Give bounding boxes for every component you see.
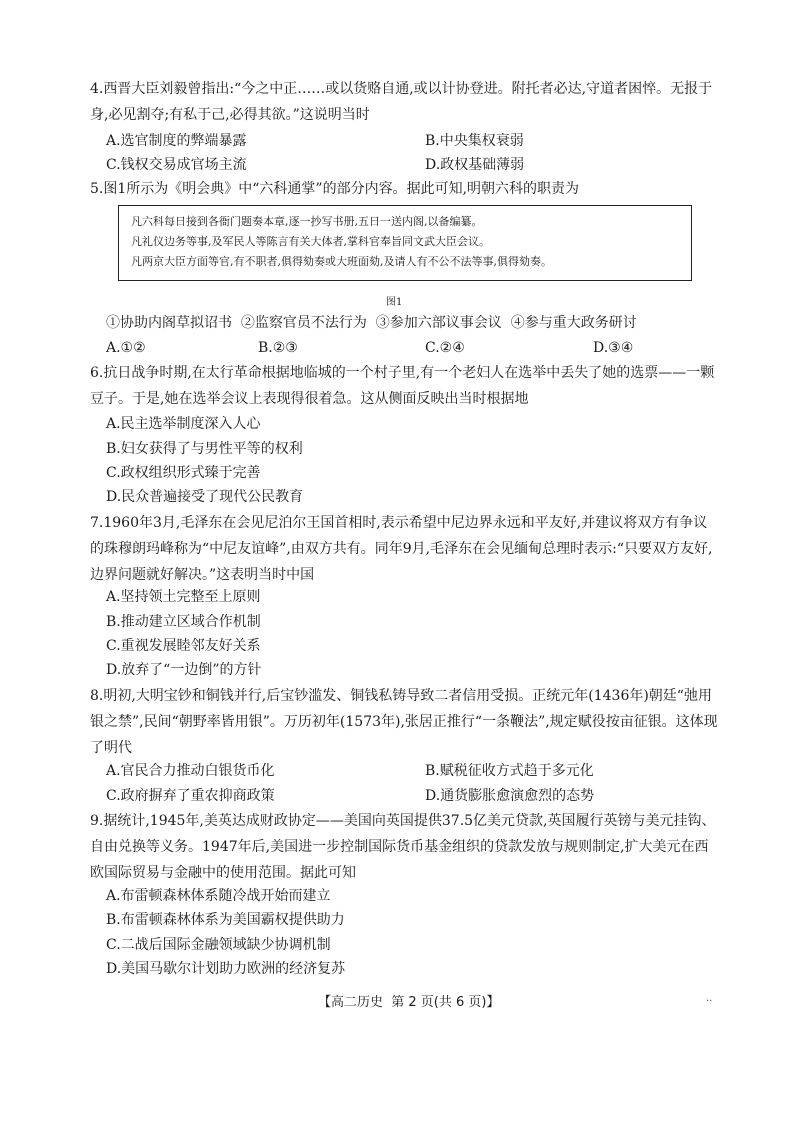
q5-option-c[interactable]: C.②④ [425,340,465,356]
q8-option-d[interactable]: D.通货膨胀愈演愈烈的态势 [425,788,595,804]
figure-1-line-3: 凡两京大臣方面等官,有不职者,俱得劾奏或大班面劾,及请人有不公不法等事,俱得劾奏。 [131,255,552,268]
question-5-stem: 5.图1所示为《明会典》中“六科通掌”的部分内容。据此可知,明朝六科的职责为 [90,181,580,197]
q5-option-a[interactable]: A.①② [106,340,146,356]
q4-option-c[interactable]: C.钱权交易成官场主流 [106,157,247,173]
q5-option-b[interactable]: B.②③ [258,340,298,356]
question-4-stem: 4.西晋大臣刘毅曾指出:“今之中正……或以货赂自通,或以计协登进。附托者必达,守道者困悴。无报于身,必见割夺;有私于己,必得其欲。”这说明当时 [90,81,713,123]
question-6-stem: 6.抗日战争时期,在太行革命根据地临城的一个村子里,有一个老妇人在选举中丢失了她的选票——一颗豆子。于是,她在选举会议上表现得很着急。这从侧面反映出当时根据地 [90,365,715,407]
q9-option-c[interactable]: C.二战后国际金融领域缺少协调机制 [106,937,331,953]
q5-choices-line: ①协助内阁草拟诏书 ②监察官员不法行为 ③参加六部议事会议 ④参与重大政务研讨 [106,315,637,331]
q9-option-b[interactable]: B.布雷顿森林体系为美国霸权提供助力 [106,912,345,928]
page-footer: 【高二历史 第 2 页(共 6 页)】 [318,995,500,1010]
figure-1-line-2: 凡礼仪边务等事,及军民人等陈言有关大体者,掌科官奉旨同文武大臣会议。 [131,235,490,248]
q7-option-b[interactable]: B.推动建立区域合作机制 [106,614,261,630]
q9-option-a[interactable]: A.布雷顿森林体系随冷战开始而建立 [106,888,331,904]
q8-option-c[interactable]: C.政府摒弃了重农抑商政策 [106,788,275,804]
question-7-stem: 7.1960年3月,毛泽东在会见尼泊尔王国首相时,表示希望中尼边界永远和平友好,并建议将双方有争议的珠穆朗玛峰称为“中尼友谊峰”,由双方共有。同年9月,毛泽东在会见缅甸总理时表示:“只要双方友好,边界问题就好解决。”这表明当时中国 [90,515,713,583]
figure-1-line-1: 凡六科每日接到各衙门题奏本章,逐一抄写书册,五日一送内阁,以备编纂。 [131,215,483,228]
q7-option-d[interactable]: D.放弃了“一边倒”的方针 [106,662,262,678]
q4-option-d[interactable]: D.政权基础薄弱 [425,157,525,173]
q5-option-d[interactable]: D.③④ [593,340,634,356]
corner-mark: .. [706,993,713,1004]
q6-option-b[interactable]: B.妇女获得了与男性平等的权利 [106,441,303,457]
figure-1-caption: 图1 [386,297,403,308]
q8-option-b[interactable]: B.赋税征收方式趋于多元化 [425,763,594,779]
q8-option-a[interactable]: A.官民合力推动白银货币化 [106,763,275,779]
q6-option-c[interactable]: C.政权组织形式臻于完善 [106,465,261,481]
q9-option-d[interactable]: D.美国马歇尔计划助力欧洲的经济复苏 [106,961,346,977]
q6-option-a[interactable]: A.民主选举制度深入人心 [106,416,261,432]
question-9-stem: 9.据统计,1945年,美英达成财政协定——美国向英国提供37.5亿美元贷款,英国履行英镑与美元挂钩、自由兑换等义务。1947年后,美国进一步控制国际货币基金组织的贷款发放与规则制定,扩大美元在西欧国际贸易与金融中的使用范围。据此可知 [90,813,716,881]
q4-option-a[interactable]: A.选官制度的弊端暴露 [106,133,247,149]
q7-option-a[interactable]: A.坚持领土完整至上原则 [106,589,261,605]
figure-1-box [118,205,692,281]
question-8-stem: 8.明初,大明宝钞和铜钱并行,后宝钞滥发、铜钱私铸导致二者信用受损。正统元年(1436年)朝廷“弛用银之禁”,民间“朝野率皆用银”。万历初年(1573年),张居正推行“一条鞭法”,规定赋役按亩征银。这体现了明代 [90,688,718,756]
q7-option-c[interactable]: C.重视发展睦邻友好关系 [106,638,261,654]
q4-option-b[interactable]: B.中央集权衰弱 [425,133,524,149]
q6-option-d[interactable]: D.民众普遍接受了现代公民教育 [106,489,304,505]
